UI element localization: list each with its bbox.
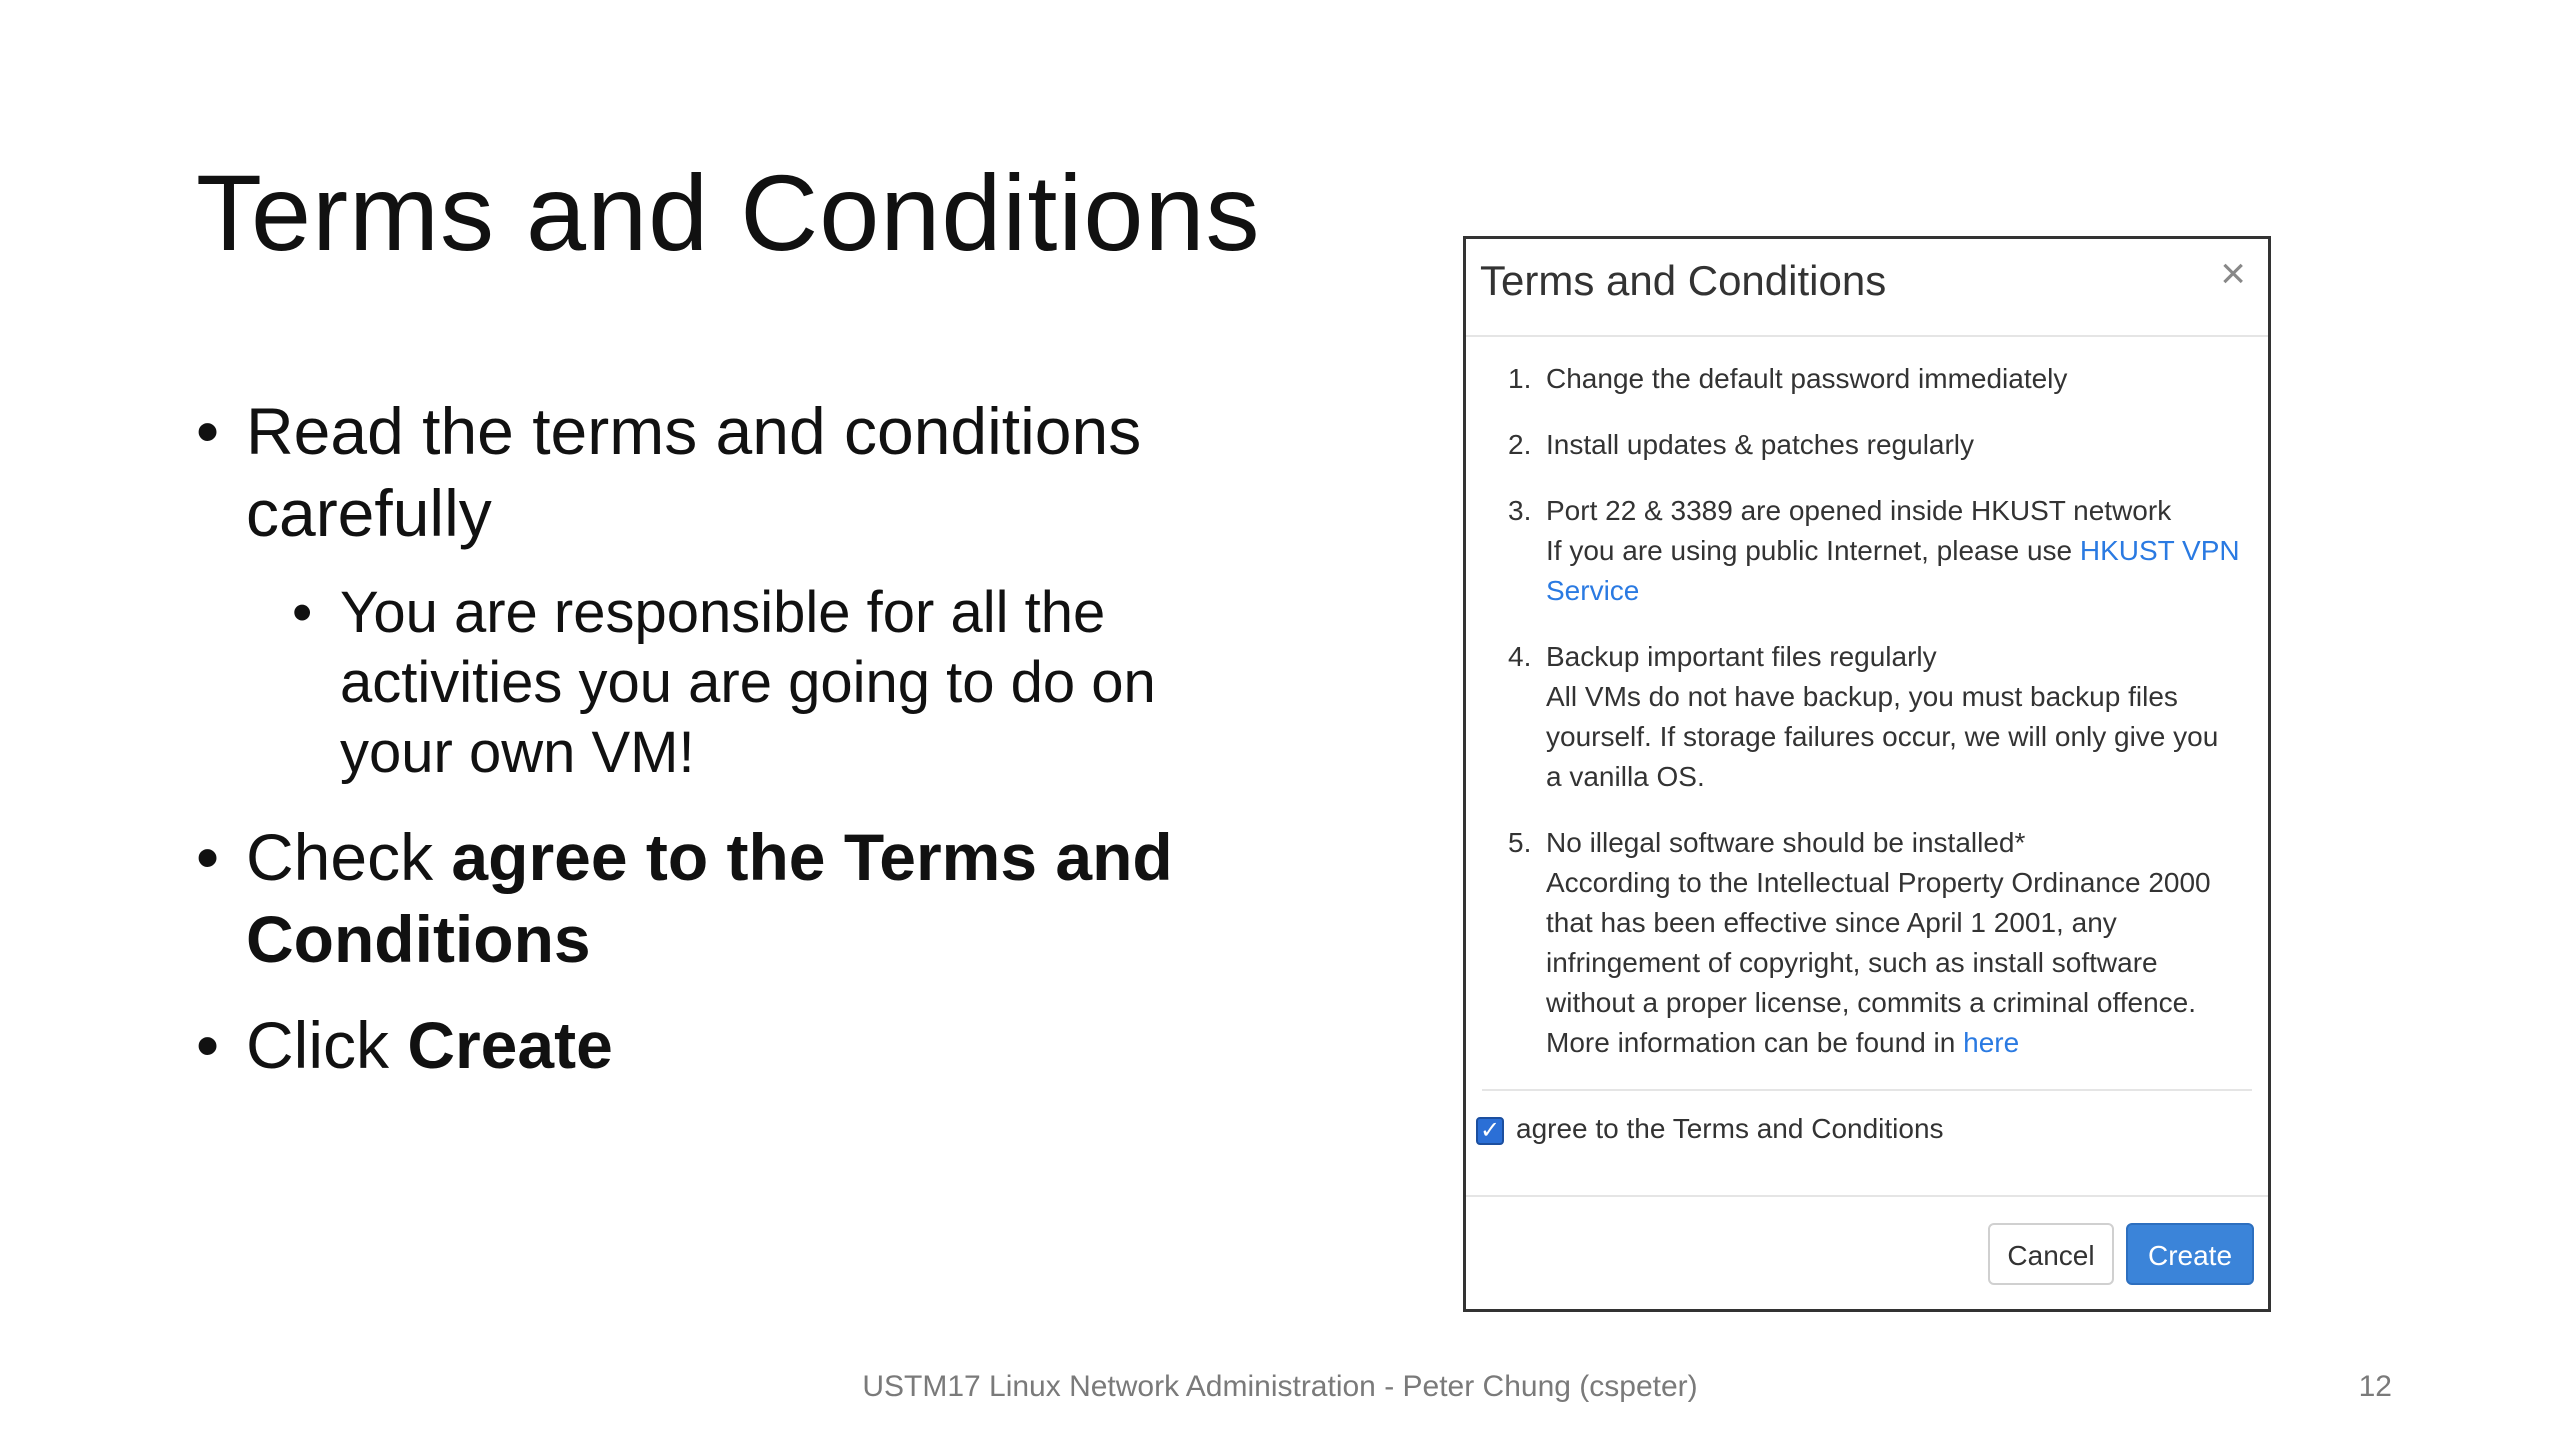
create-button[interactable]: Create [2126,1223,2254,1285]
bullet-click-create [196,1004,1246,1086]
bullet-list [196,390,1246,1110]
term-text: According to the Intellectual Property Ordinance 2000 that has been effective since April 1 2001, any infringement of copyright, such as install software without a proper license, commits a criminal offence. More information can be found in [1546,867,2211,1058]
bullet-text: Click [246,1008,408,1082]
vpn-service-link[interactable]: HKUST VPN Service [1546,535,2240,606]
term-number: 5. [1508,827,1532,858]
close-icon[interactable]: × [2220,249,2246,298]
dialog-title: Terms and Conditions [1480,257,1887,304]
term-item [1494,425,2240,465]
page-number: 12 [2358,1370,2392,1403]
sub-bullet-responsibility [292,578,1246,788]
term-item [1494,823,2240,1063]
term-number: 2. [1508,429,1532,460]
term-text: If you are using public Internet, please use [1546,535,2080,566]
cancel-button[interactable]: Cancel [1988,1223,2114,1285]
bullet-dot: • [196,394,220,468]
terms-dialog [1463,236,2271,1312]
slide-footer: USTM17 Linux Network Administration - Peter Chung (cspeter) [862,1370,1698,1403]
agree-row [1476,1091,2268,1171]
term-heading: Port 22 & 3389 are opened inside HKUST network [1546,495,2172,526]
more-info-link[interactable]: here [1963,1027,2020,1058]
slide-title: Terms and Conditions [196,152,1261,273]
dialog-footer [1466,1195,2268,1309]
term-heading: No illegal software should be installed* [1546,827,2026,858]
term-heading: Change the default password immediately [1546,363,2068,394]
bullet-text: You are responsible for all the activities you are going to do on your own VM! [340,580,1156,785]
dialog-header [1466,239,2268,337]
agree-checkbox[interactable]: ✓ [1476,1117,1504,1145]
term-item [1494,637,2240,797]
bullet-bold-text: Create [407,1008,613,1082]
bullet-text: Check [246,820,452,894]
term-item [1494,491,2240,611]
term-heading: Backup important files regularly [1546,641,1937,672]
terms-list [1494,359,2240,1063]
term-number: 3. [1508,495,1532,526]
agree-label[interactable]: agree to the Terms and Conditions [1516,1113,1944,1144]
bullet-text: Read the terms and conditions carefully [246,394,1142,550]
term-number: 1. [1508,363,1532,394]
dialog-body [1466,337,2268,1063]
term-text: All VMs do not have backup, you must backup files yourself. If storage failures occur, we will only give you a vanilla OS. [1546,681,2219,792]
bullet-check-agree [196,816,1246,980]
bullet-bold-text: agree to the Terms and Conditions [246,820,1173,976]
term-item [1494,359,2240,399]
bullet-dot: • [196,820,220,894]
term-heading: Install updates & patches regularly [1546,429,1975,460]
term-number: 4. [1508,641,1532,672]
bullet-dot: • [292,580,313,645]
bullet-read-terms [196,390,1246,554]
bullet-dot: • [196,1008,220,1082]
